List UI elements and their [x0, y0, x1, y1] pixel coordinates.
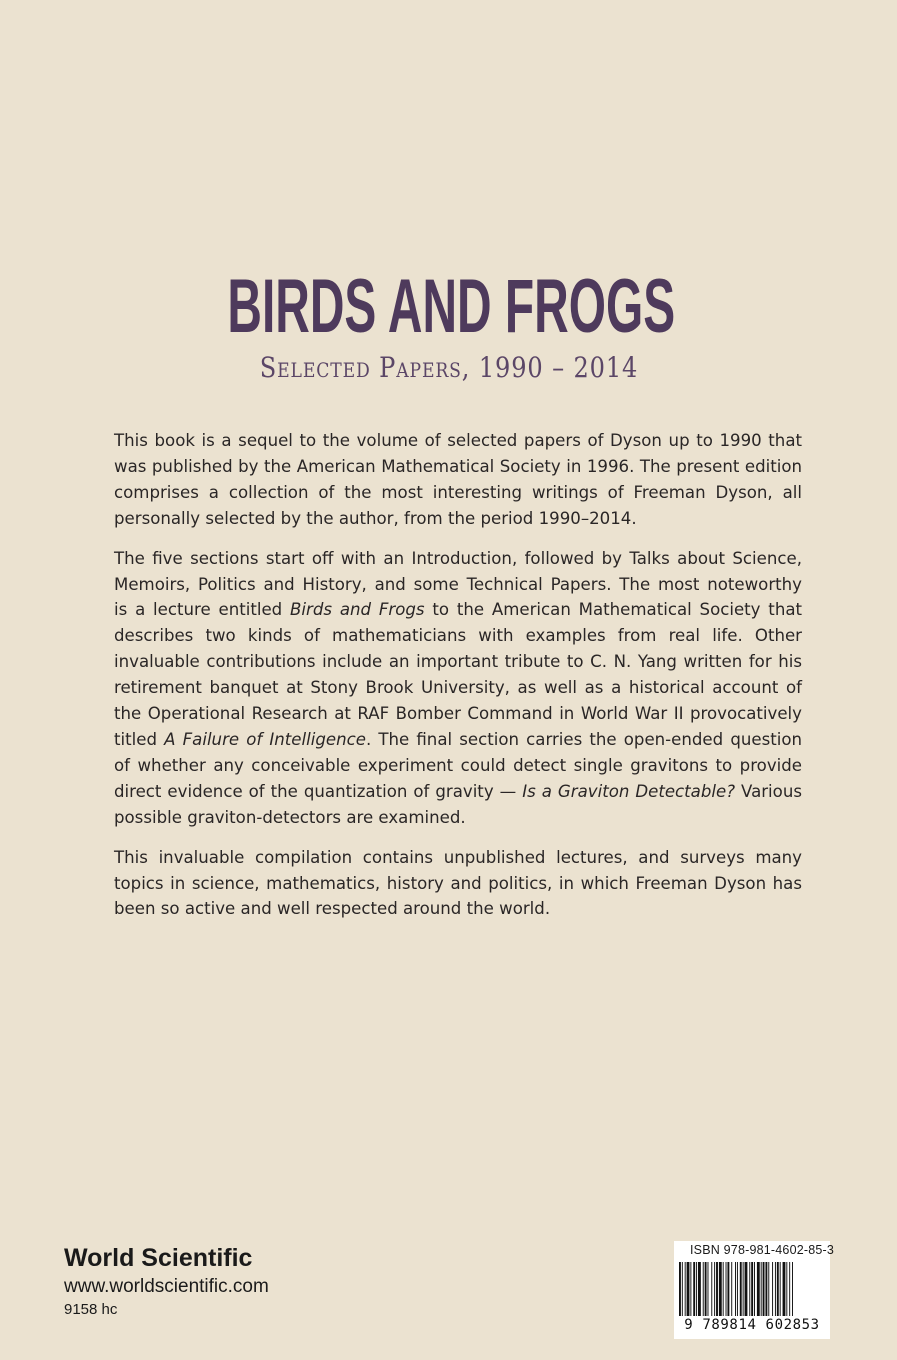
barcode-bar [745, 1262, 748, 1318]
barcode-bar [775, 1262, 776, 1318]
text-line: describes two kinds of mathematicians with examples from real life. Other [114, 626, 802, 646]
isbn-label: ISBN 978-981-4602-85-3 [690, 1243, 835, 1257]
barcode-bar [757, 1262, 760, 1318]
barcode-bar [719, 1262, 722, 1318]
description-paragraph-2 [114, 546, 802, 831]
barcode-bar [768, 1262, 769, 1318]
text-line: invaluable contributions include an important tribute to C. N. Yang written for his [114, 652, 802, 672]
text-line: comprises a collection of the most interesting writings of Freeman Dyson, all [114, 482, 802, 502]
italic-title: A Failure of Intelligence [164, 729, 366, 749]
description-paragraph-1 [114, 428, 802, 532]
barcode-bar [772, 1262, 773, 1318]
barcode-bar [735, 1262, 736, 1318]
text-line: The five sections start off with an Introduction, followed by Talks about Science, [114, 548, 802, 568]
barcode-bar [761, 1262, 762, 1318]
text-line: This invaluable compilation contains unpublished lectures, and surveys many [114, 847, 802, 867]
italic-title: Is a Graviton Detectable? [522, 781, 736, 801]
book-subtitle: Selected Papers, 1990 – 2014 [259, 351, 639, 384]
barcode-bar [679, 1262, 681, 1318]
barcode-bar [783, 1262, 786, 1318]
publisher-name: World Scientific [64, 1244, 253, 1272]
barcode-bar [763, 1262, 765, 1318]
text-segment: to the American Mathematical Society that [424, 600, 803, 620]
barcode-bar [780, 1262, 781, 1318]
book-title: BIRDS AND FROGS [227, 264, 676, 349]
barcode-bar [690, 1262, 691, 1318]
text-line: the Operational Research at RAF Bomber Command in World War II provocatively [114, 704, 802, 724]
text-line: retirement banquet at Stony Brook University, as well as a historical account of [114, 678, 802, 698]
text-line: topics in science, mathematics, history and politics, in which Freeman Dyson has [114, 873, 802, 893]
barcode-digits: 9 789814 602853 [675, 1316, 829, 1334]
barcode-bar [789, 1262, 790, 1318]
catalog-code: 9158 hc [64, 1301, 118, 1318]
text-line: This book is a sequel to the volume of selected papers of Dyson up to 1990 that [114, 431, 802, 450]
barcode-bar [723, 1262, 724, 1318]
barcode-bar [731, 1262, 732, 1318]
barcode-bar [740, 1262, 742, 1318]
text-line [114, 597, 802, 623]
text-segment: is a lecture entitled [114, 600, 291, 620]
italic-title: Birds and Frogs [290, 600, 425, 620]
barcode-icon [679, 1262, 825, 1318]
publisher-block [64, 1242, 269, 1320]
text-line: was published by the American Mathematical Society in 1996. The present edition [114, 456, 802, 476]
book-description [114, 428, 802, 936]
barcode-bar [743, 1262, 744, 1318]
barcode-bar [708, 1262, 709, 1318]
text-segment: Various [735, 781, 802, 801]
barcode-bar [737, 1262, 738, 1318]
text-line [114, 779, 802, 805]
text-line: been so active and well respected around the world. [114, 899, 551, 919]
description-paragraph-3 [114, 845, 802, 923]
text-line: possible graviton-detectors are examined. [114, 807, 466, 827]
barcode-bar [726, 1262, 727, 1318]
barcode-bar [749, 1262, 750, 1318]
text-segment: . The final section carries the open-ended question [365, 729, 803, 749]
barcode-bar [714, 1262, 715, 1318]
barcode-bar [727, 1262, 729, 1318]
barcode-bar [777, 1262, 779, 1318]
barcode-bar [711, 1262, 712, 1318]
barcode-bar [696, 1262, 697, 1318]
barcode-bar [716, 1262, 718, 1318]
barcode-bar [792, 1262, 793, 1318]
text-line: of whether any conceivable experiment could detect single gravitons to provide [114, 755, 802, 775]
barcode-bar [693, 1262, 695, 1318]
text-line: Memoirs, Politics and History, and some Technical Papers. The most noteworthy [114, 574, 802, 594]
barcode-bar [703, 1262, 704, 1318]
publisher-url: www.worldscientific.com [64, 1276, 269, 1297]
text-segment: direct evidence of the quantization of gravity — [114, 781, 523, 801]
barcode-bar [687, 1262, 690, 1318]
text-line: personally selected by the author, from the period 1990–2014. [114, 508, 637, 528]
barcode-bar [765, 1262, 767, 1318]
barcode-bar [705, 1262, 707, 1318]
text-segment: titled [114, 729, 165, 749]
barcode-bar [751, 1262, 753, 1318]
text-line [114, 727, 802, 753]
barcode-bar [682, 1262, 683, 1318]
barcode-bar [698, 1262, 701, 1318]
barcode-bar [685, 1262, 686, 1318]
barcode-bar [754, 1262, 755, 1318]
barcode-bar [786, 1262, 787, 1318]
